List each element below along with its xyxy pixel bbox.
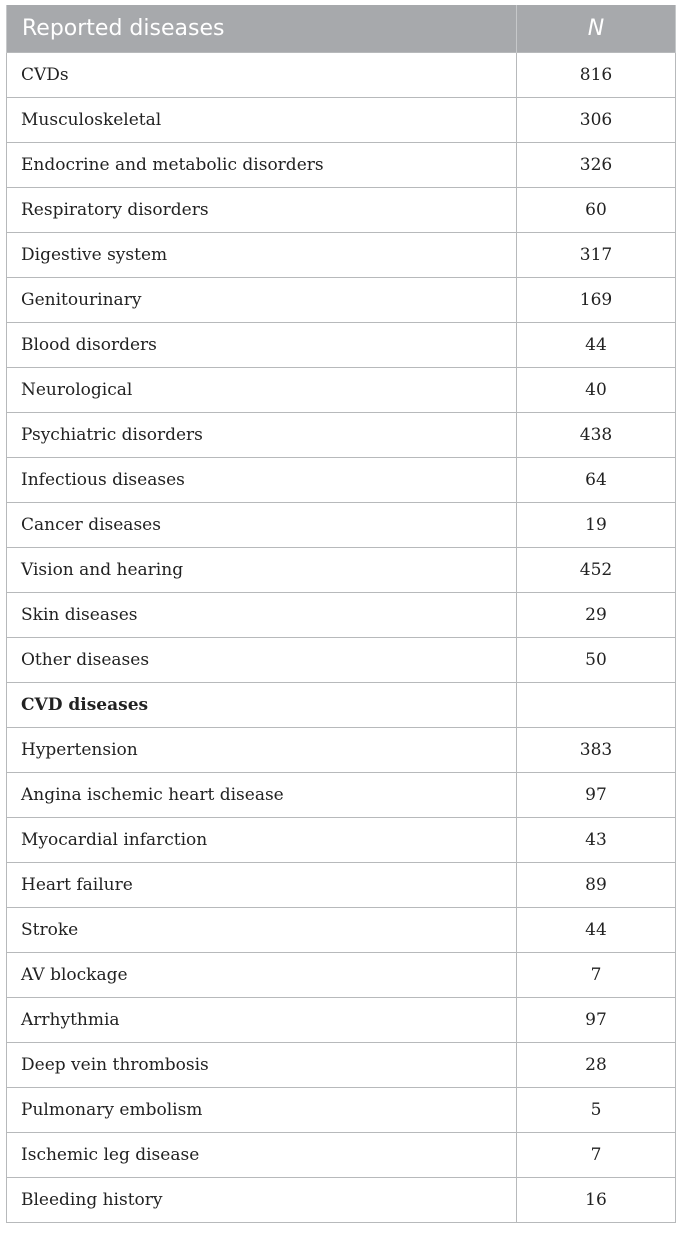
disease-name-cell: Cancer diseases (7, 503, 517, 548)
diseases-table (6, 5, 676, 1223)
disease-name-cell: Digestive system (7, 233, 517, 278)
table-row (7, 1043, 676, 1088)
count-cell: 28 (517, 1043, 676, 1088)
diseases-table-container (6, 5, 675, 1223)
count-cell: 50 (517, 638, 676, 683)
count-cell: 7 (517, 953, 676, 998)
disease-name-cell: Other diseases (7, 638, 517, 683)
table-row (7, 1133, 676, 1178)
count-cell: 306 (517, 98, 676, 143)
count-cell: 97 (517, 998, 676, 1043)
disease-name-cell: Psychiatric disorders (7, 413, 517, 458)
count-cell (517, 683, 676, 728)
header-n: N (517, 5, 676, 53)
table-row (7, 638, 676, 683)
disease-name-cell: Deep vein thrombosis (7, 1043, 517, 1088)
section-header-row (7, 683, 676, 728)
table-row (7, 503, 676, 548)
disease-name-cell: Infectious diseases (7, 458, 517, 503)
table-row (7, 908, 676, 953)
disease-name-cell: Endocrine and metabolic disorders (7, 143, 517, 188)
disease-name-cell: Musculoskeletal (7, 98, 517, 143)
count-cell: 317 (517, 233, 676, 278)
table-row (7, 98, 676, 143)
disease-name-cell: Stroke (7, 908, 517, 953)
section-title-cell: CVD diseases (7, 683, 517, 728)
count-cell: 383 (517, 728, 676, 773)
table-row (7, 818, 676, 863)
table-row (7, 773, 676, 818)
count-cell: 64 (517, 458, 676, 503)
disease-name-cell: Heart failure (7, 863, 517, 908)
table-row (7, 143, 676, 188)
table-row (7, 278, 676, 323)
disease-name-cell: Arrhythmia (7, 998, 517, 1043)
table-row (7, 953, 676, 998)
count-cell: 438 (517, 413, 676, 458)
table-row (7, 188, 676, 233)
count-cell: 29 (517, 593, 676, 638)
disease-name-cell: Hypertension (7, 728, 517, 773)
table-row (7, 458, 676, 503)
table-header-row (7, 5, 676, 53)
table-row (7, 233, 676, 278)
table-row (7, 413, 676, 458)
table-row (7, 728, 676, 773)
disease-name-cell: Genitourinary (7, 278, 517, 323)
table-row (7, 53, 676, 98)
count-cell: 326 (517, 143, 676, 188)
count-cell: 44 (517, 908, 676, 953)
count-cell: 97 (517, 773, 676, 818)
disease-name-cell: Ischemic leg disease (7, 1133, 517, 1178)
disease-name-cell: Blood disorders (7, 323, 517, 368)
count-cell: 816 (517, 53, 676, 98)
count-cell: 19 (517, 503, 676, 548)
count-cell: 5 (517, 1088, 676, 1133)
disease-name-cell: Skin diseases (7, 593, 517, 638)
table-row (7, 1178, 676, 1223)
table-row (7, 593, 676, 638)
disease-name-cell: Pulmonary embolism (7, 1088, 517, 1133)
table-row (7, 863, 676, 908)
count-cell: 16 (517, 1178, 676, 1223)
count-cell: 44 (517, 323, 676, 368)
count-cell: 169 (517, 278, 676, 323)
table-row (7, 998, 676, 1043)
disease-name-cell: AV blockage (7, 953, 517, 998)
table-row (7, 323, 676, 368)
count-cell: 7 (517, 1133, 676, 1178)
count-cell: 89 (517, 863, 676, 908)
count-cell: 43 (517, 818, 676, 863)
disease-name-cell: Neurological (7, 368, 517, 413)
disease-name-cell: CVDs (7, 53, 517, 98)
table-row (7, 1088, 676, 1133)
disease-name-cell: Bleeding history (7, 1178, 517, 1223)
header-reported-diseases: Reported diseases (7, 5, 517, 53)
count-cell: 60 (517, 188, 676, 233)
count-cell: 40 (517, 368, 676, 413)
table-row (7, 548, 676, 593)
disease-name-cell: Respiratory disorders (7, 188, 517, 233)
disease-name-cell: Angina ischemic heart disease (7, 773, 517, 818)
table-row (7, 368, 676, 413)
count-cell: 452 (517, 548, 676, 593)
disease-name-cell: Myocardial infarction (7, 818, 517, 863)
disease-name-cell: Vision and hearing (7, 548, 517, 593)
